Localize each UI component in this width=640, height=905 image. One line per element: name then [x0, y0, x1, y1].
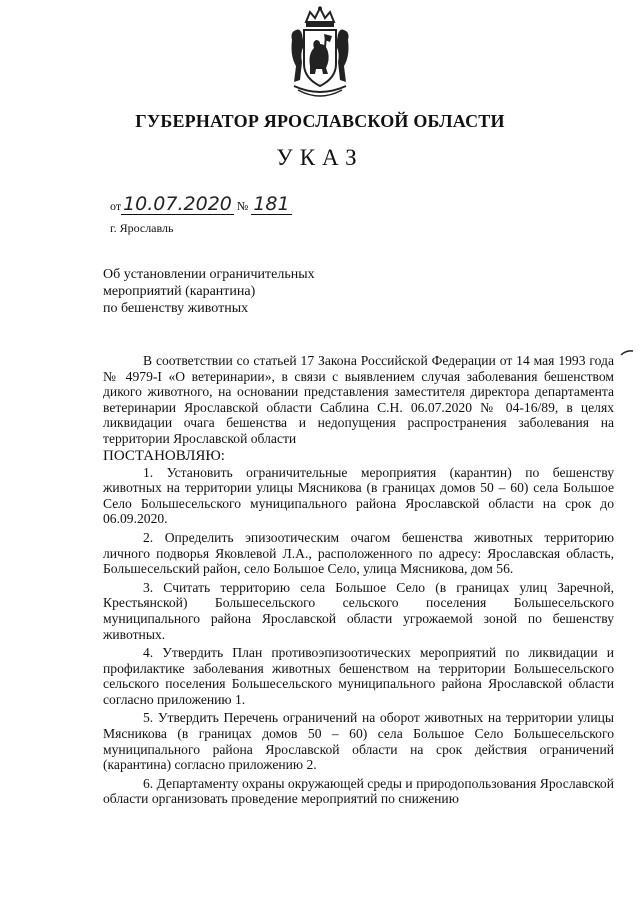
- date-number-line: [110, 194, 292, 218]
- number-prefix: №: [236, 199, 249, 213]
- document-subject: [103, 266, 315, 317]
- issuing-authority: ГУБЕРНАТОР ЯРОСЛАВСКОЙ ОБЛАСТИ: [135, 111, 505, 131]
- document-number: 181: [253, 193, 290, 215]
- scan-mark: [620, 344, 634, 352]
- decree-item: 2. Определить эпизоотическим очагом бешенства животных территорию личного подворья Яковлевой Л.А., расположенного по адресу: Ярославская область, Большесельский район, село Большое Село, улица Мясникова, дом 56.: [103, 529, 614, 577]
- decree-item: 4. Утвердить План противоэпизоотических мероприятий по ликвидации и профилактике заболевания животных бешенством на территории Большесельского сельского поселения Большесельского муниципального района Ярославской области согласно приложению 1.: [103, 645, 614, 707]
- preamble-paragraph: В соответствии со статьей 17 Закона Российской Федерации от 14 мая 1993 года № 4979-I «О ветеринарии», в связи с выявлением случая заболевания бешенством дикого животного, на основании представления заместителя директора департамента ветеринарии Ярославской области Саблина С.Н. 06.07.2020 № 04-16/89, в целях ликвидации очага бешенства и недопущения распространения заболевания на территории Ярославской области: [103, 353, 614, 446]
- decree-item: 6. Департаменту охраны окружающей среды и природопользования Ярославской области организовать проведение мероприятий по снижению: [103, 775, 614, 807]
- subject-line: мероприятий (карантина): [103, 284, 256, 299]
- decree-item: 5. Утвердить Перечень ограничений на оборот животных на территории улицы Мясникова (в границах домов 50 – 60) села Большое Село Большесельского муниципального района Ярославской области на срок действия ограничений (карантина) согласно приложению 2.: [103, 710, 614, 773]
- decree-item: 3. Считать территорию села Большое Село (в границах улиц Заречной, Крестьянской) Большесельского сельского поселения Большесельского муниципального района Ярославской области угрожаемой зоной по бешенству животных.: [103, 579, 614, 642]
- decree-word: ПОСТАНОВЛЯЮ:: [103, 447, 225, 464]
- document-body: [103, 353, 614, 807]
- subject-line: по бешенству животных: [103, 301, 249, 316]
- document-type: УКАЗ: [276, 145, 364, 170]
- document-date: 10.07.2020: [123, 193, 232, 215]
- date-prefix: от: [110, 199, 122, 213]
- decree-item: 1. Установить ограничительные мероприятия (карантин) по бешенству животных на территории улицы Мясникова (в границах домов 50 – 60) села Большое Село Большесельского муниципального района Ярославской области на срок до 06.09.2020.: [103, 464, 614, 527]
- issuing-city: г. Ярославль: [110, 221, 174, 235]
- subject-line: Об установлении ограничительных: [103, 267, 315, 282]
- yaroslavl-coat-of-arms-icon: [288, 6, 352, 102]
